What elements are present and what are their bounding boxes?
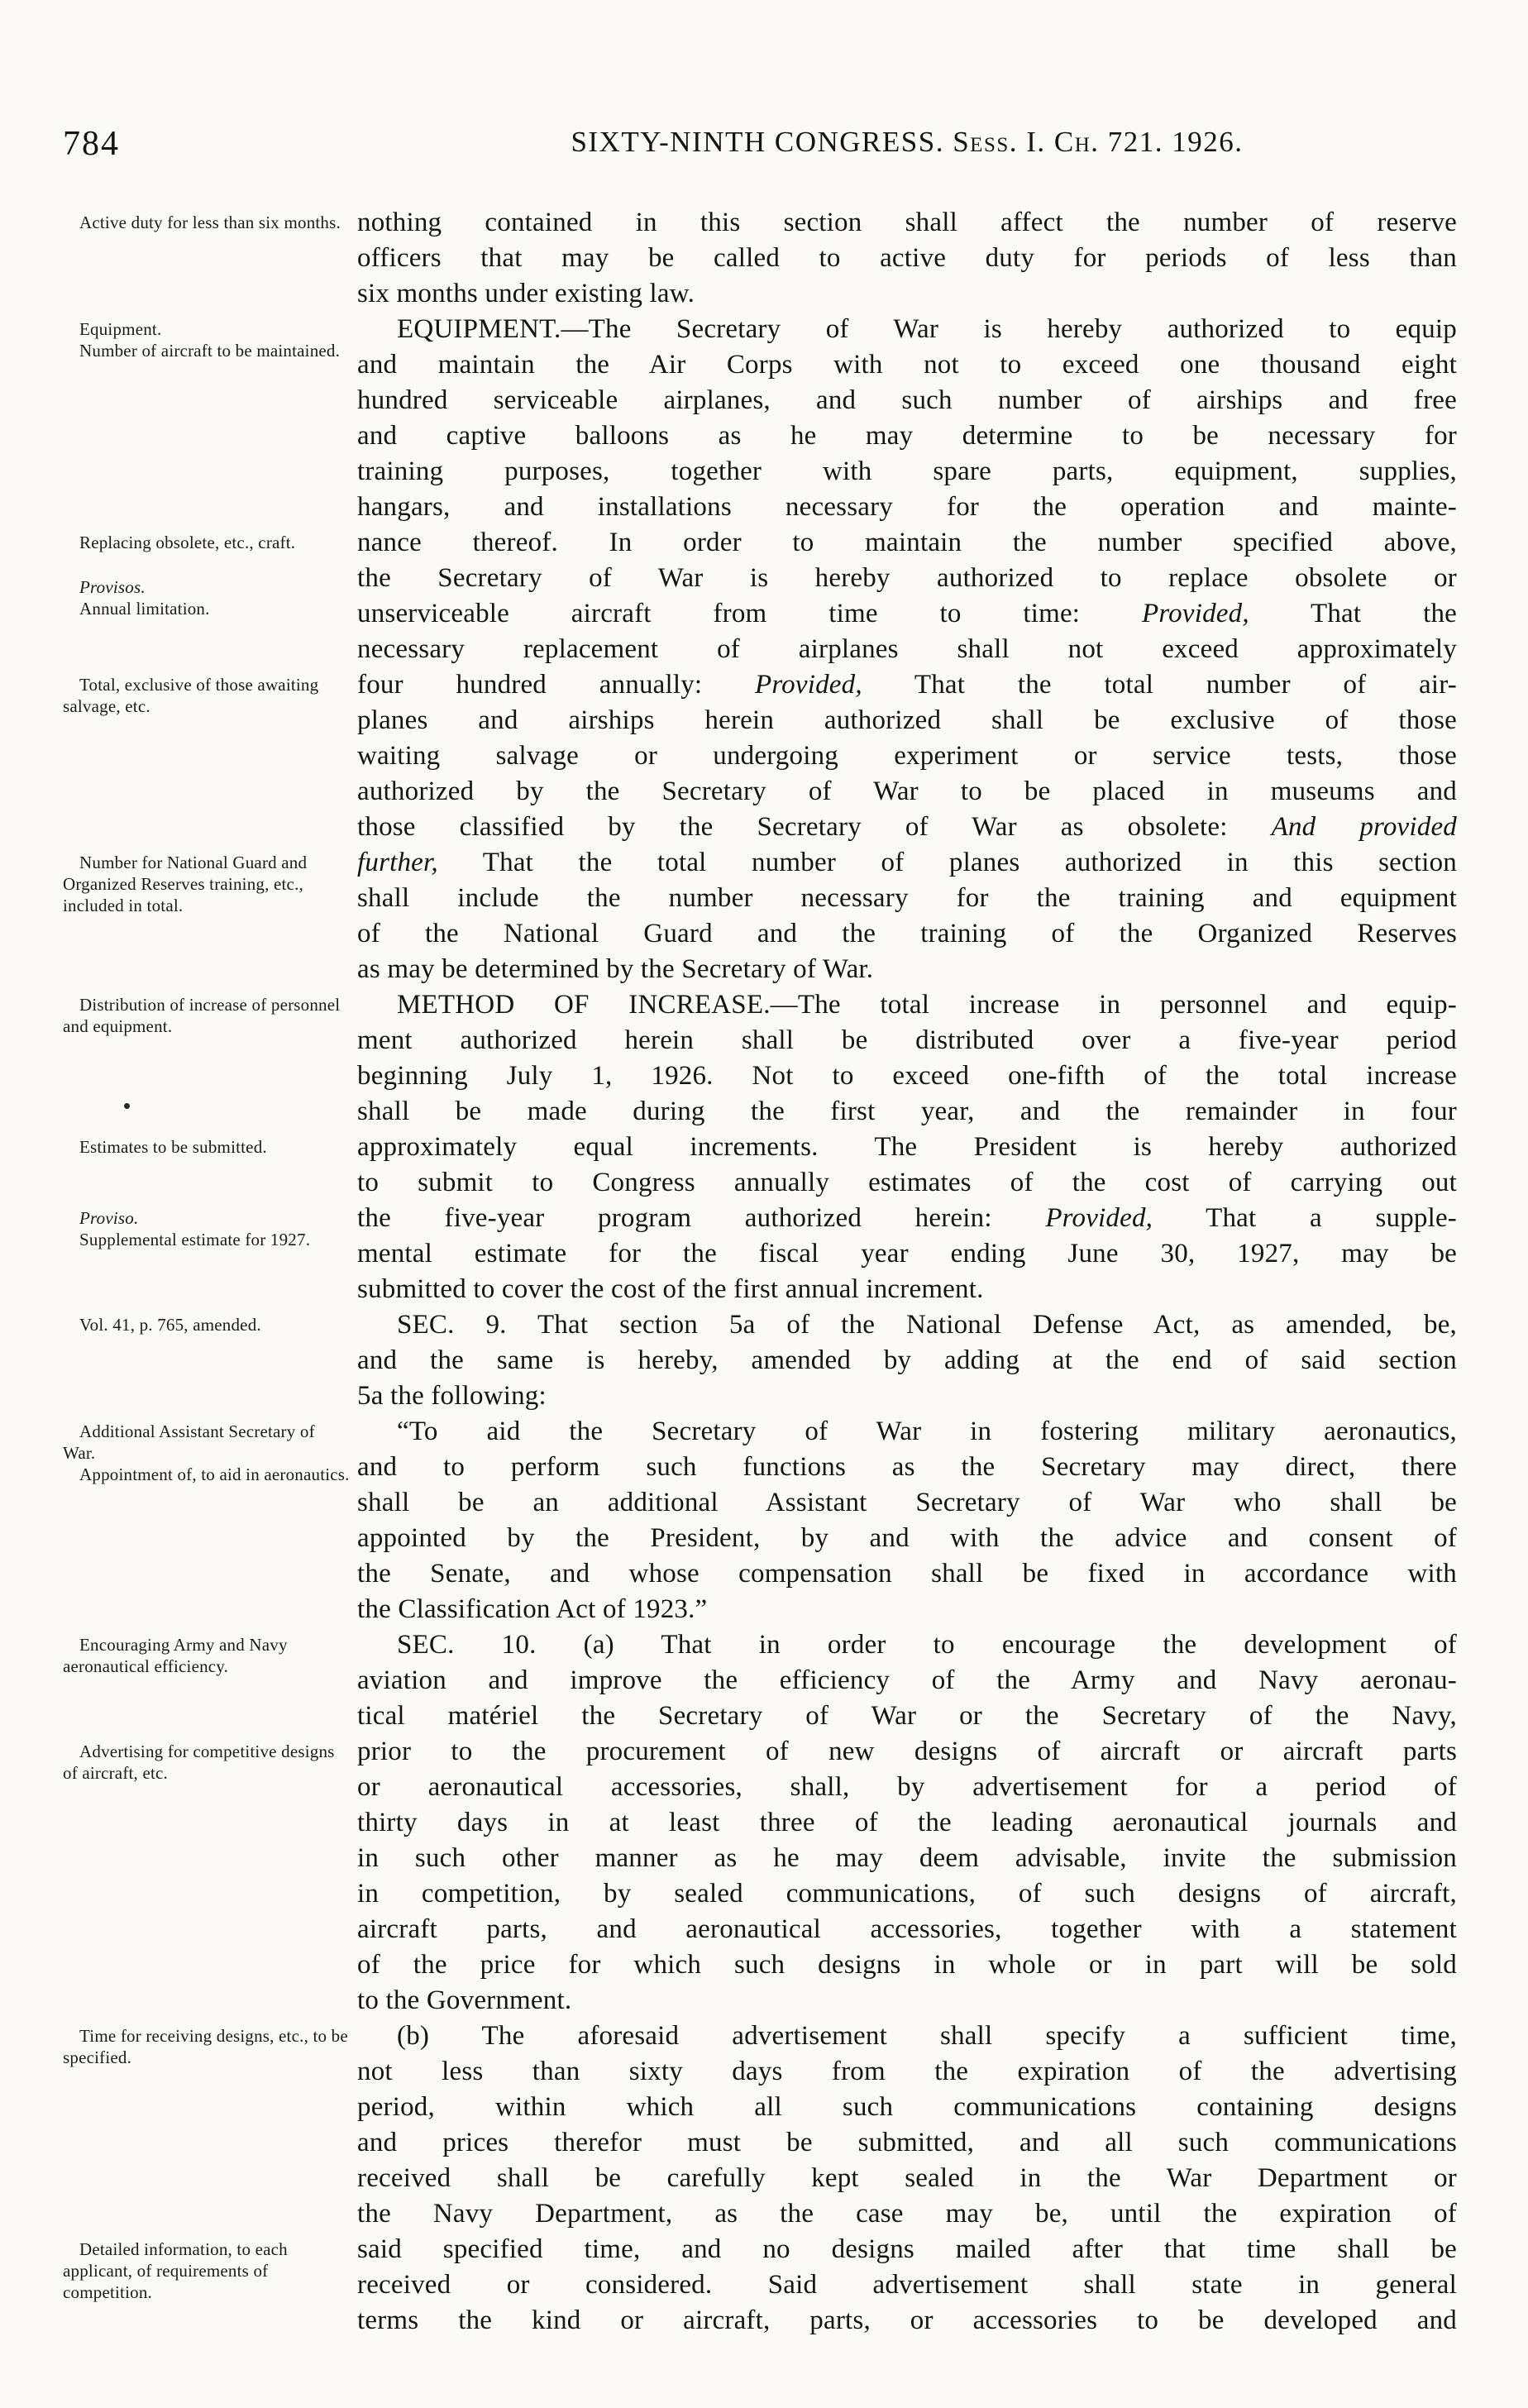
text-line: waiting salvage or undergoing experiment or service tests, those: [357, 741, 1457, 771]
sidenote: Advertising for competitive designs of aircraft, etc.: [63, 1742, 335, 1783]
text-line: the Secretary of War is hereby authorized to replace obsolete or: [357, 563, 1457, 593]
body-text: [357, 205, 1457, 2339]
text-line: aviation and improve the efficiency of the Army and Navy aeronau-: [357, 1665, 1457, 1695]
sidenote: Distribution of increase of personnel and equipment.: [63, 995, 341, 1036]
text-line: the Senate, and whose compensation shall be fixed in accordance with: [357, 1559, 1457, 1589]
text-line: planes and airships herein authorized shall be exclusive of those: [357, 705, 1457, 735]
text-line: aircraft parts, and aeronautical accessories, together with a statement: [357, 1914, 1457, 1944]
text-line: the Navy Department, as the case may be, until the expiration of: [357, 2199, 1457, 2229]
text-line: officers that may be called to active duty for periods of less than: [357, 243, 1457, 273]
text-line: shall be an additional Assistant Secretary of War who shall be: [357, 1488, 1457, 1517]
text-line: shall be made during the first year, and the remainder in four: [357, 1096, 1457, 1126]
text-line: nothing contained in this section shall affect the number of reserve: [357, 208, 1457, 237]
text-line: of the price for which such designs in whole or in part will be sold: [357, 1950, 1457, 1980]
paragraph: [357, 205, 1457, 312]
text-line: received or considered. Said advertisement shall state in general: [357, 2270, 1457, 2300]
text-line: six months under existing law.: [357, 279, 695, 308]
sidenote: Annual limitation.: [79, 599, 210, 619]
text-line: those classified by the Secretary of War as obsolete: And provided: [357, 812, 1457, 842]
text-line: or aeronautical accessories, shall, by advertisement for a period of: [357, 1772, 1457, 1802]
ink-dot: [124, 1103, 130, 1109]
text-line: SEC. 9. That section 5a of the National Defense Act, as amended, be,: [397, 1310, 1457, 1340]
text-line: approximately equal increments. The President is hereby authorized: [357, 1132, 1457, 1162]
text-line: further, That the total number of planes authorized in this section: [357, 848, 1457, 877]
text-line: and prices therefor must be submitted, and all such communications: [357, 2128, 1457, 2157]
text-line: as may be determined by the Secretary of War.: [357, 954, 874, 984]
sidenote: Estimates to be submitted.: [79, 1137, 267, 1157]
text-line: in competition, by sealed communications, of such designs of aircraft,: [357, 1879, 1457, 1909]
sidenote: Number of aircraft to be maintained.: [79, 341, 341, 361]
text-line: said specified time, and no designs mailed after that time shall be: [357, 2234, 1457, 2264]
text-line: prior to the procurement of new designs of aircraft or aircraft parts: [357, 1737, 1457, 1766]
paragraph: [357, 1307, 1457, 1414]
sidenote: Vol. 41, p. 765, amended.: [79, 1315, 261, 1335]
text-line: to submit to Congress annually estimates of the cost of carrying out: [357, 1168, 1457, 1197]
sidenote: Equipment.: [79, 319, 162, 339]
text-line: period, within which all such communications containing designs: [357, 2092, 1457, 2122]
sidenote: Detailed information, to each applicant, of requirements of competition.: [63, 2239, 288, 2302]
text-line: authorized by the Secretary of War to be placed in museums and: [357, 776, 1457, 806]
text-line: submitted to cover the cost of the first annual increment.: [357, 1274, 984, 1304]
sidenote: Encouraging Army and Navy aeronautical efficiency.: [63, 1635, 288, 1676]
text-line: mental estimate for the fiscal year ending June 30, 1927, may be: [357, 1239, 1457, 1268]
sidenote: Additional Assistant Secretary of War.: [63, 1421, 315, 1463]
text-line: unserviceable aircraft from time to time: Provided, That the: [357, 599, 1457, 628]
sidenote: Appointment of, to aid in aeronautics.: [79, 1464, 350, 1484]
paragraph: [357, 1414, 1457, 1627]
text-line: in such other manner as he may deem advisable, invite the submission: [357, 1843, 1457, 1873]
text-line: thirty days in at least three of the leading aeronautical journals and: [357, 1808, 1457, 1837]
text-line: the five-year program authorized herein: Provided, That a supple-: [357, 1203, 1457, 1233]
text-line: the Classification Act of 1923.”: [357, 1594, 708, 1624]
sidenote: Total, exclusive of those awaiting salvage, etc.: [63, 675, 319, 716]
sidenote: Proviso.: [79, 1208, 139, 1228]
text-line: and to perform such functions as the Secretary may direct, there: [357, 1452, 1457, 1482]
sidenote: Supplemental estimate for 1927.: [79, 1230, 311, 1249]
page-number: 784: [63, 125, 120, 163]
text-line: (b) The aforesaid advertisement shall specify a sufficient time,: [397, 2021, 1457, 2051]
text-line: ment authorized herein shall be distributed over a five-year period: [357, 1025, 1457, 1055]
text-line: and maintain the Air Corps with not to exceed one thousand eight: [357, 350, 1457, 380]
running-header: SIXTY-NINTH CONGRESS. Sess. I. Ch. 721. 1926.: [571, 126, 1244, 158]
text-line: nance thereof. In order to maintain the number specified above,: [357, 528, 1457, 557]
text-line: training purposes, together with spare parts, equipment, supplies,: [357, 456, 1457, 486]
text-line: not less than sixty days from the expiration of the advertising: [357, 2057, 1457, 2086]
sidenote: Time for receiving designs, etc., to be specified.: [63, 2026, 348, 2067]
paragraph: [357, 1627, 1457, 2019]
text-line: and captive balloons as he may determine to be necessary for: [357, 421, 1457, 451]
text-line: SEC. 10. (a) That in order to encourage the development of: [397, 1630, 1457, 1660]
text-line: received shall be carefully kept sealed in the War Department or: [357, 2163, 1457, 2193]
text-line: EQUIPMENT.—The Secretary of War is hereby authorized to equip: [397, 314, 1457, 344]
paragraph: [357, 987, 1457, 1307]
sidenote: Active duty for less than six months.: [79, 213, 341, 232]
text-line: necessary replacement of airplanes shall not exceed approximately: [357, 634, 1457, 664]
text-line: four hundred annually: Provided, That the total number of air-: [357, 670, 1457, 700]
text-line: tical matériel the Secretary of War or the Secretary of the Navy,: [357, 1701, 1457, 1731]
text-line: and the same is hereby, amended by adding at the end of said section: [357, 1345, 1457, 1375]
sidenote: Number for National Guard and Organized Reserves training, etc., included in total.: [63, 853, 308, 915]
text-line: hundred serviceable airplanes, and such number of airships and free: [357, 385, 1457, 415]
paragraph: [357, 312, 1457, 987]
text-line: “To aid the Secretary of War in fostering military aeronautics,: [397, 1417, 1457, 1446]
text-line: shall include the number necessary for the training and equipment: [357, 883, 1457, 913]
sidenote-column: [0, 0, 357, 2408]
text-line: of the National Guard and the training of the Organized Reserves: [357, 919, 1457, 948]
text-line: 5a the following:: [357, 1381, 547, 1411]
text-line: METHOD OF INCREASE.—The total increase in personnel and equip-: [397, 990, 1457, 1020]
sidenote: Replacing obsolete, etc., craft.: [79, 533, 296, 552]
paragraph: [357, 2019, 1457, 2339]
sidenote: Provisos.: [79, 577, 146, 597]
text-line: beginning July 1, 1926. Not to exceed one-fifth of the total increase: [357, 1061, 1457, 1091]
text-line: appointed by the President, by and with the advice and consent of: [357, 1523, 1457, 1553]
text-line: terms the kind or aircraft, parts, or accessories to be developed and: [357, 2305, 1457, 2335]
text-line: hangars, and installations necessary for the operation and mainte-: [357, 492, 1457, 522]
text-line: to the Government.: [357, 1985, 572, 2015]
